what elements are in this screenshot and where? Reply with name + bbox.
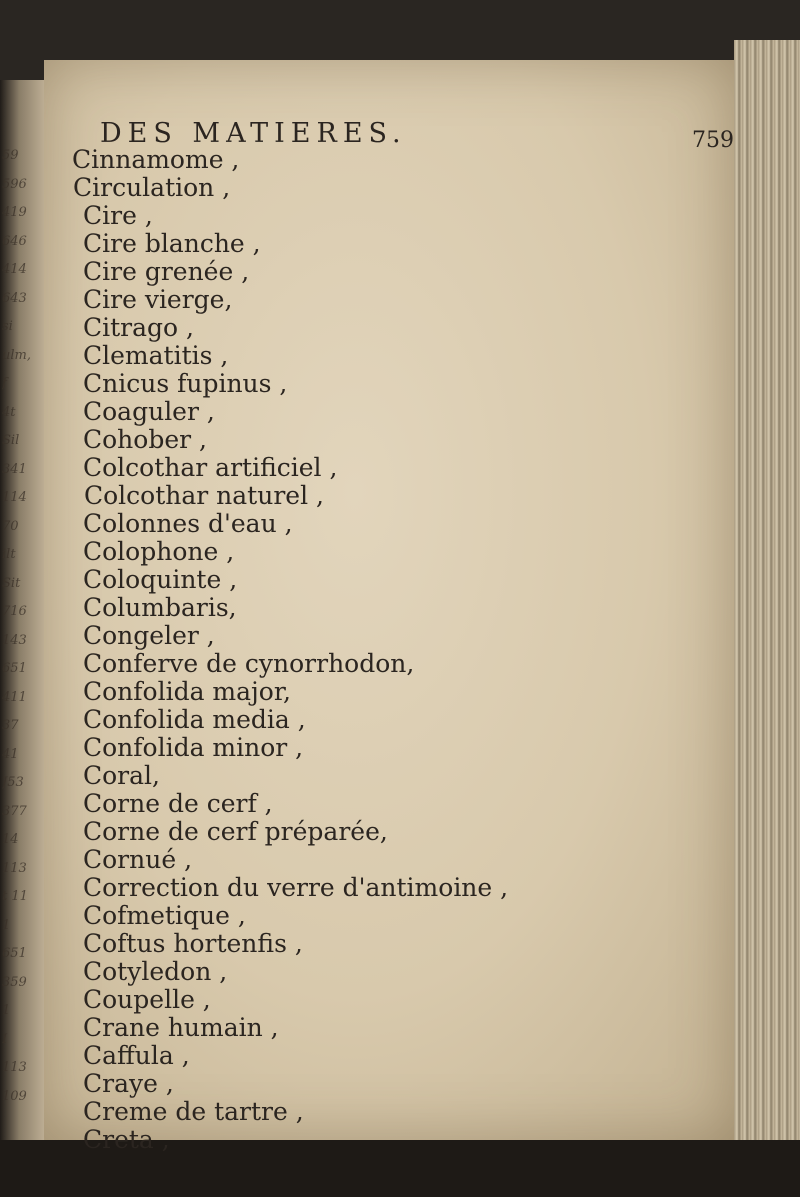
index-term: Cotyledon , [83,957,228,986]
page-stack-edge [734,40,800,1150]
adjacent-page-fragment: 359 [2,974,27,990]
index-term: Conferve de cynorrhodon, [83,649,415,678]
adjacent-page-fragment: 113 [2,1060,27,1075]
adjacent-page-fragment: 1 [2,1003,11,1018]
adjacent-page-fragment: 651 [2,661,27,676]
index-term: Creta , [83,1125,170,1154]
index-term: Congeler , [83,621,215,650]
adjacent-page-fragment: ulm, [2,347,31,363]
adjacent-page-fragment: 37 [2,718,19,733]
index-term: Craye , [83,1069,174,1098]
adjacent-page-fragment: 646 [2,233,27,249]
index-term: Confolida minor , [83,733,304,762]
index-term: Colonnes d'eau , [83,509,293,538]
index-term: Columbaris, [83,593,237,622]
index-term: Clematitis , [83,341,229,370]
index-term: Cornué , [83,845,193,874]
adjacent-page-fragment: 651 [2,946,27,961]
adjacent-page-fragment: J53 [2,775,24,790]
running-head: DES MATIERES. [100,118,407,149]
index-term: Colcothar naturel , [84,481,324,510]
adjacent-page-fragment: 341 [2,461,27,477]
index-term: Cire vierge, [83,285,233,314]
index-term: Cire , [83,201,153,230]
adjacent-page-fragment: 414 [2,262,27,277]
index-term: Colophone , [83,537,235,566]
adjacent-page-fragment: 377 [2,803,27,819]
page-number: 759 [692,128,734,153]
adjacent-page-fragment: 643 [2,290,27,306]
index-term: Corne de cerf , [83,789,273,818]
adjacent-page-fragment: ilt [2,547,16,562]
adjacent-page-fragment: Sil [2,433,20,448]
index-term: Correction du verre d'antimoine , [83,873,509,902]
index-term: Coaguler , [83,397,215,426]
index-term: Coloquinte , [83,565,238,594]
adjacent-page-fragment: 419 [2,205,27,220]
index-term: Coral, [83,761,160,790]
index-term: Crane humain , [83,1013,279,1042]
adjacent-page-fragment: 716 [2,604,27,619]
index-term: Corne de cerf préparée, [83,817,388,846]
adjacent-page-fragment: t 11 [2,889,28,904]
adjacent-page-fragment: 4t [2,404,16,420]
index-term: Cinnamome , [72,145,240,174]
index-term: Confolida major, [83,677,291,706]
index-term: Cire blanche , [83,229,261,258]
index-term: Confolida media , [83,705,306,734]
adjacent-page-fragment: 59 [2,148,19,163]
index-term: Circulation , [73,173,231,202]
index-term: Cofmetique , [83,901,246,930]
adjacent-page-fragment: 109 [2,1088,27,1104]
adjacent-page-fragment: 596 [2,176,27,192]
adjacent-page-fragment: si [2,319,13,334]
index-term: Caffula , [83,1041,190,1070]
adjacent-page-fragment: 70 [2,518,19,534]
index-term: Cnicus fupinus , [83,369,288,398]
adjacent-page-fragment: 41 [2,746,19,762]
adjacent-page-fragment: 14 [2,832,19,847]
adjacent-page-fragment: 411 [2,689,27,705]
adjacent-page-fragment: 113 [2,860,27,876]
adjacent-page-fragment: I [2,1031,8,1047]
adjacent-page-fragment: f [2,376,7,391]
index-term: Citrago , [83,313,194,342]
index-term: Creme de tartre , [83,1097,304,1126]
index-term: Cire grenée , [83,257,250,286]
index-term: Coupelle , [83,985,211,1014]
adjacent-page-fragment: 114 [2,490,27,505]
adjacent-page-fragment: 1 [2,917,11,933]
adjacent-page-edge [0,80,48,1140]
adjacent-page-fragment: 143 [2,632,27,648]
adjacent-page-fragment: Sit [2,575,21,591]
index-term: Cohober , [83,425,207,454]
index-term: Coftus hortenfis , [83,929,303,958]
index-term: Colcothar artificiel , [83,453,338,482]
